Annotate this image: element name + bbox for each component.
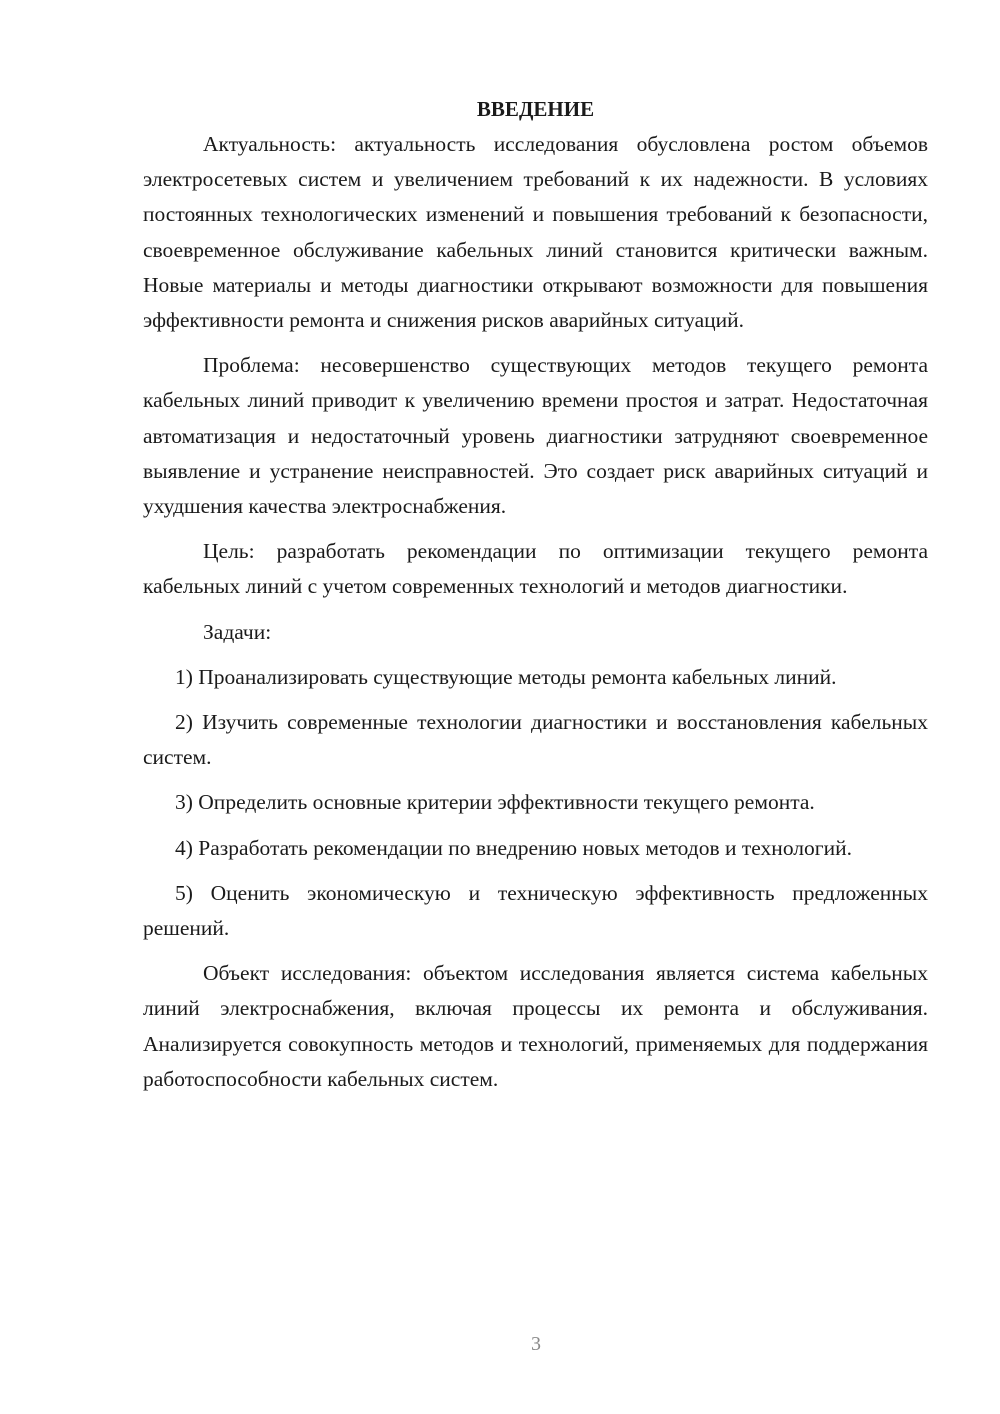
paragraph-problem: Проблема: несовершенство существующих методов текущего ремонта кабельных линий приводит к увеличению времени простоя и затрат. Недостаточная автоматизация и недостаточный уровень диагностики затрудняют своевременное выявление и устранение неисправностей. Это создает риск аварийных ситуаций и ухудшения качества электроснабжения. bbox=[143, 353, 928, 519]
task-item-2: 2) Изучить современные технологии диагностики и восстановления кабельных систем. bbox=[143, 710, 928, 770]
task-item-3: 3) Определить основные критерии эффективности текущего ремонта. bbox=[175, 790, 815, 815]
section-title: ВВЕДЕНИЕ bbox=[476, 97, 595, 121]
document-page bbox=[143, 92, 928, 1107]
task-item-5: 5) Оценить экономическую и техническую эффективность предложенных решений. bbox=[143, 880, 928, 941]
page-number: 3 bbox=[531, 1333, 541, 1355]
paragraph-relevance: Актуальность: актуальность исследования обусловлена ростом объемов электросетевых систем и увеличением требований к их надежности. В условиях постоянных технологических изменений и повышения требований к безопасности, своевременное обслуживание кабельных линий становится критически важным. Новые материалы и методы диагностики открывают возможности для повышения эффективности ремонта и снижения рисков аварийных ситуаций. bbox=[143, 132, 928, 333]
task-item-1: 1) Проанализировать существующие методы ремонта кабельных линий. bbox=[175, 664, 837, 689]
paragraph-object: Объект исследования: объектом исследования является система кабельных линий электроснабжения, включая процессы их ремонта и обслуживания. Анализируется совокупность методов и технологий, применяемых для поддержания работоспособности кабельных систем. bbox=[143, 961, 928, 1091]
paragraph-goal: Цель: разработать рекомендации по оптимизации текущего ремонта кабельных линий с учетом современных технологий и методов диагностики. bbox=[143, 539, 928, 599]
tasks-heading: Задачи: bbox=[203, 619, 272, 644]
task-item-4: 4) Разработать рекомендации по внедрению новых методов и технологий. bbox=[175, 835, 852, 860]
